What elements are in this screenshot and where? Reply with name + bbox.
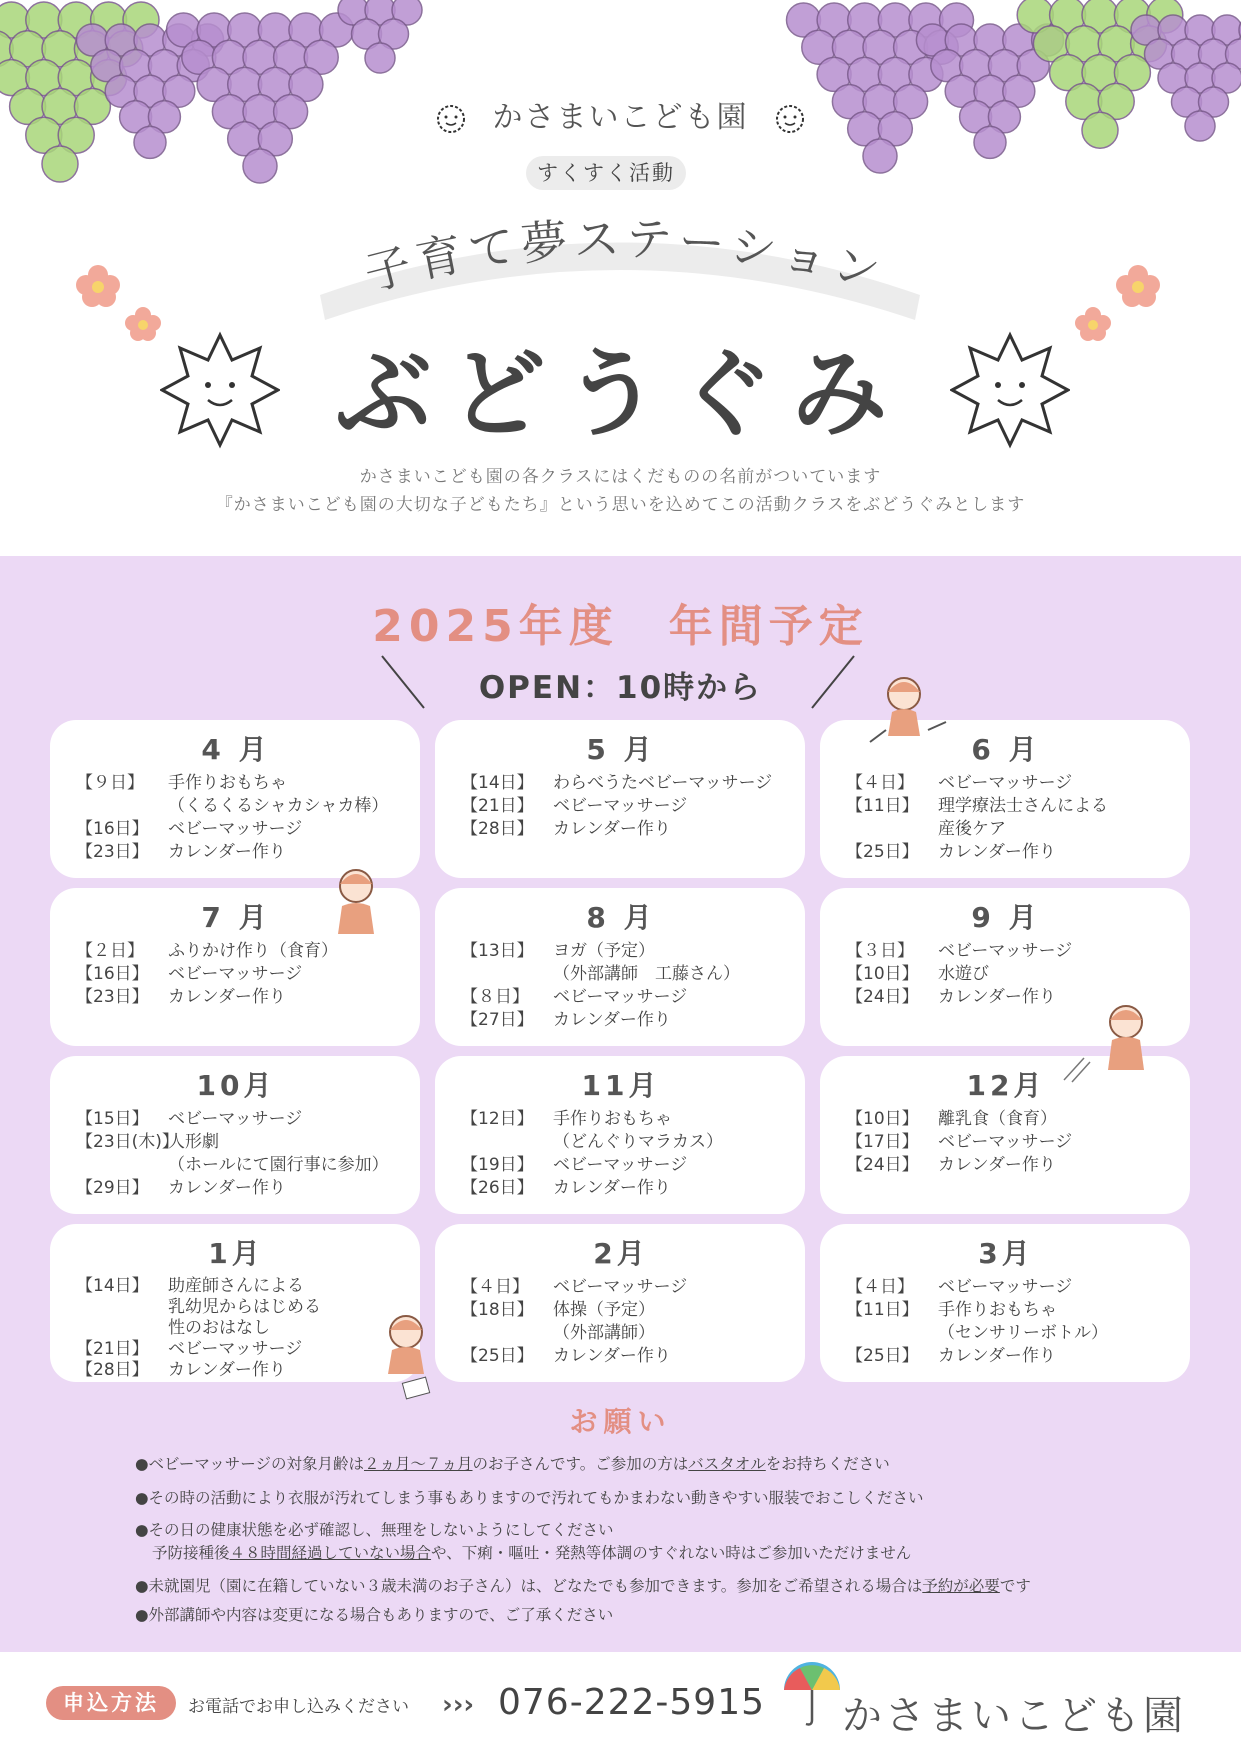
month-title: 5 月 — [586, 733, 656, 766]
request-item-3-detail — [152, 1541, 911, 1563]
schedule-date: 【16日】 — [76, 964, 149, 984]
schedule-activity: カレンダー作り — [553, 819, 671, 839]
schedule-row — [461, 1322, 781, 1345]
schedule-date: 【23日】 — [76, 842, 149, 862]
month-title: 12月 — [966, 1069, 1046, 1102]
schedule-date: 【４日】 — [846, 1277, 914, 1297]
request-text: ●未就園児（園に在籍していない３歳未満のお子さん）は、どなたでも参加できます。参加をご希望される場合は — [135, 1577, 923, 1595]
schedule-date — [846, 1322, 938, 1345]
description-line-1: かさまいこども園の各クラスにはくだものの名前がついています — [359, 467, 882, 487]
schedule-row — [846, 1108, 1166, 1131]
month-title: 11月 — [581, 1069, 661, 1102]
request-text: をお持ちください — [765, 1455, 890, 1473]
month-title: 6 月 — [971, 733, 1041, 766]
schedule-date: 【24日】 — [846, 987, 919, 1007]
request-item-3: ●その日の健康状態を必ず確認し、無理をしないようにしてください — [135, 1521, 614, 1539]
schedule-row — [846, 1131, 1166, 1154]
month-title: 4 月 — [201, 733, 271, 766]
sun-face-icon — [431, 99, 471, 139]
schedule-row — [76, 1297, 396, 1318]
schedule-row — [76, 1154, 396, 1177]
request-text: や、下痢・嘔吐・発熱等体調のすぐれない時はご参加いただけません — [431, 1544, 912, 1562]
month-card — [50, 1056, 420, 1214]
schedule-row — [846, 818, 1166, 841]
schedule-date: 【10日】 — [846, 964, 919, 984]
schedule-date: 【19日】 — [461, 1155, 534, 1175]
schedule-row — [846, 1154, 1166, 1177]
umbrella-logo-icon — [780, 1660, 844, 1730]
schedule-row — [76, 1339, 396, 1360]
schedule-row — [461, 1131, 781, 1154]
schedule-row — [461, 818, 781, 841]
grape-berry — [365, 43, 395, 73]
schedule-row — [76, 772, 396, 795]
month-title: 1月 — [208, 1237, 264, 1270]
phone-number[interactable]: 076-222-5915 — [498, 1682, 766, 1723]
schedule-row — [846, 841, 1166, 864]
grape-berry — [243, 149, 277, 183]
schedule-row — [76, 1318, 396, 1339]
schedule-activity: （くるくるシャカシャカ棒） — [168, 796, 389, 816]
year-schedule-title: 2025年度 年間予定 — [372, 601, 869, 652]
month-title: 8 月 — [586, 901, 656, 934]
schedule-row — [76, 1177, 396, 1200]
schedule-activity: 体操（予定） — [553, 1300, 655, 1320]
schedule-row — [461, 1009, 781, 1032]
schedule-activity: ベビーマッサージ — [168, 1339, 303, 1359]
schedule-date: 【４日】 — [846, 773, 914, 793]
schedule-date: 【４日】 — [461, 1277, 529, 1297]
schedule-date — [846, 818, 938, 841]
schedule-date: 【13日】 — [461, 941, 534, 961]
schedule-date: 【27日】 — [461, 1010, 534, 1030]
schedule-activity: カレンダー作り — [168, 842, 286, 862]
schedule-date: 【16日】 — [76, 819, 149, 839]
schedule-date: 【28日】 — [461, 819, 534, 839]
schedule-activity: ベビーマッサージ — [938, 773, 1073, 793]
schedule-activity: ヨガ（予定） — [553, 941, 655, 961]
schedule-date: 【21日】 — [461, 796, 534, 816]
schedule-date — [76, 1318, 168, 1339]
schedule-activity: カレンダー作り — [168, 987, 286, 1007]
schedule-activity: ベビーマッサージ — [553, 796, 688, 816]
schedule-activity: ベビーマッサージ — [938, 1277, 1073, 1297]
schedule-date: 【12日】 — [461, 1109, 534, 1129]
schedule-row — [76, 818, 396, 841]
month-title: 10月 — [196, 1069, 276, 1102]
schedule-date — [76, 1297, 168, 1318]
schedule-row — [846, 795, 1166, 818]
schedule-row — [461, 963, 781, 986]
schedule-row — [461, 1108, 781, 1131]
schedule-date — [461, 1322, 553, 1345]
schedule-date: 【17日】 — [846, 1132, 919, 1152]
schedule-date: 【23日】 — [76, 987, 149, 1007]
schedule-row — [76, 1131, 396, 1154]
month-card — [820, 1224, 1190, 1382]
schedule-activity: 人形劇 — [168, 1132, 219, 1152]
schedule-row — [461, 1299, 781, 1322]
schedule-activity: 手作りおもちゃ — [938, 1300, 1057, 1320]
schedule-activity: ベビーマッサージ — [938, 941, 1073, 961]
kindergarten-name-header — [0, 92, 1241, 139]
schedule-row — [846, 1345, 1166, 1368]
month-title: 2月 — [593, 1237, 649, 1270]
grape-berry — [42, 146, 78, 182]
schedule-activity: ベビーマッサージ — [553, 1155, 688, 1175]
schedule-activity: カレンダー作り — [168, 1178, 286, 1198]
schedule-row — [461, 1276, 781, 1299]
schedule-row — [846, 1322, 1166, 1345]
schedule-activity: 性のおはなし — [168, 1318, 270, 1338]
schedule-row — [76, 986, 396, 1009]
schedule-row — [461, 1154, 781, 1177]
apply-method-badge: 申込方法 — [46, 1686, 176, 1720]
grape-berry — [863, 139, 897, 173]
schedule-activity: ベビーマッサージ — [553, 987, 688, 1007]
schedule-row — [76, 1276, 396, 1297]
schedule-activity: カレンダー作り — [168, 1360, 286, 1380]
request-text: ●ベビーマッサージの対象月齢は — [135, 1455, 364, 1473]
schedule-row — [76, 1108, 396, 1131]
schedule-activity: ふりかけ作り（食育） — [168, 941, 338, 961]
schedule-activity: カレンダー作り — [553, 1010, 671, 1030]
schedule-activity: 助産師さんによる — [168, 1276, 304, 1296]
schedule-activity: カレンダー作り — [553, 1346, 671, 1366]
schedule-activity: カレンダー作り — [553, 1178, 671, 1198]
month-card — [435, 888, 805, 1046]
arrows-icon: ››› — [442, 1690, 475, 1720]
request-emphasis: 予約が必要 — [922, 1577, 1000, 1595]
schedule-date — [461, 963, 553, 986]
schedule-date: 【10日】 — [846, 1109, 919, 1129]
schedule-row — [461, 940, 781, 963]
schedule-date: 【９日】 — [76, 773, 144, 793]
request-emphasis: ２ヵ月～７ヵ月 — [363, 1455, 473, 1473]
schedule-activity: ベビーマッサージ — [168, 964, 303, 984]
schedule-row — [461, 772, 781, 795]
activity-tag: すくすく活動 — [526, 156, 686, 190]
schedule-row — [846, 963, 1166, 986]
schedule-row — [461, 1177, 781, 1200]
schedule-activity: 産後ケア — [938, 819, 1006, 839]
schedule-date: 【25日】 — [846, 842, 919, 862]
month-title: 7 月 — [201, 901, 271, 934]
schedule-date: 【３日】 — [846, 941, 914, 961]
schedule-activity: （外部講師） — [553, 1323, 655, 1343]
schedule-date: 【23日(木)】 — [76, 1132, 179, 1152]
schedule-activity: （どんぐりマラカス） — [553, 1132, 723, 1152]
schedule-row — [76, 795, 396, 818]
schedule-date: 【24日】 — [846, 1155, 919, 1175]
main-title: ぶどうぐみ — [335, 338, 906, 450]
schedule-date: 【２日】 — [76, 941, 144, 961]
request-text: 予防接種後 — [152, 1544, 230, 1562]
schedule-activity: カレンダー作り — [938, 842, 1056, 862]
schedule-row — [76, 1360, 396, 1381]
open-time: OPEN：10時から — [478, 670, 763, 706]
schedule-activity: （ホールにて園行事に参加） — [168, 1155, 389, 1175]
schedule-date — [461, 1131, 553, 1154]
schedule-date: 【14日】 — [76, 1276, 149, 1296]
schedule-activity: （外部講師 工藤さん） — [553, 964, 740, 984]
description-line-2: 『かさまいこども園の大切な子どもたち』という思いを込めてこの活動クラスをぶどうぐみとします — [215, 495, 1026, 515]
schedule-date: 【14日】 — [461, 773, 534, 793]
month-card — [435, 1056, 805, 1214]
schedule-activity: ベビーマッサージ — [168, 819, 303, 839]
request-item-2: ●その時の活動により衣服が汚れてしまう事もありますので汚れてもかまわない動きやすい服装でおこしください — [135, 1489, 924, 1507]
month-title: 9 月 — [971, 901, 1041, 934]
schedule-date: 【28日】 — [76, 1360, 149, 1380]
schedule-row — [846, 772, 1166, 795]
schedule-date: 【25日】 — [846, 1346, 919, 1366]
schedule-activity: カレンダー作り — [938, 987, 1056, 1007]
schedule-row — [461, 1345, 781, 1368]
schedule-row — [846, 1276, 1166, 1299]
month-card — [50, 720, 420, 878]
schedule-activity: 手作りおもちゃ — [553, 1109, 672, 1129]
request-item-4 — [135, 1574, 1031, 1596]
child-illustration — [866, 672, 956, 752]
schedule-row — [846, 1299, 1166, 1322]
schedule-activity: 離乳食（食育） — [938, 1109, 1057, 1129]
schedule-activity: ベビーマッサージ — [168, 1109, 303, 1129]
schedule-activity: カレンダー作り — [938, 1155, 1056, 1175]
schedule-activity: ベビーマッサージ — [553, 1277, 688, 1297]
month-card — [435, 1224, 805, 1382]
request-emphasis: バスタオル — [688, 1455, 766, 1473]
schedule-activity: 理学療法士さんによる — [938, 796, 1108, 816]
schedule-row — [461, 986, 781, 1009]
schedule-activity: 乳幼児からはじめる — [168, 1297, 321, 1317]
child-illustration — [360, 1310, 450, 1400]
child-illustration — [326, 864, 386, 944]
schedule-date: 【15日】 — [76, 1109, 149, 1129]
request-text: のお子さんです。ご参加の方は — [472, 1455, 689, 1473]
schedule-date — [76, 795, 168, 818]
schedule-activity: ベビーマッサージ — [938, 1132, 1073, 1152]
schedule-activity: わらべうたベビーマッサージ — [553, 773, 773, 793]
schedule-date: 【25日】 — [461, 1346, 534, 1366]
sun-face-icon — [770, 99, 810, 139]
schedule-date: 【11日】 — [846, 796, 919, 816]
schedule-activity: カレンダー作り — [938, 1346, 1056, 1366]
schedule-date: 【18日】 — [461, 1300, 534, 1320]
schedule-date: 【11日】 — [846, 1300, 919, 1320]
child-illustration — [1054, 1000, 1164, 1090]
requests-title: お願い — [569, 1405, 672, 1438]
footer-kindergarten-name: かさまいこども園 — [842, 1693, 1186, 1739]
station-title-text: 子育て夢ステーション — [358, 211, 891, 302]
schedule-activity: 手作りおもちゃ — [168, 773, 287, 793]
month-title: 3月 — [978, 1237, 1034, 1270]
schedule-row — [76, 841, 396, 864]
kindergarten-name: かさまいこども園 — [492, 100, 749, 135]
apply-instruction: お電話でお申し込みください — [188, 1697, 409, 1717]
schedule-activity: （センサリーボトル） — [938, 1323, 1108, 1343]
schedule-date: 【21日】 — [76, 1339, 149, 1359]
schedule-activity: 水遊び — [938, 964, 989, 984]
schedule-row — [76, 963, 396, 986]
request-item-1 — [135, 1452, 890, 1474]
schedule-row — [846, 940, 1166, 963]
schedule-row — [461, 795, 781, 818]
request-text: です — [999, 1577, 1031, 1595]
schedule-date: 【８日】 — [461, 987, 529, 1007]
month-card — [435, 720, 805, 878]
schedule-date: 【29日】 — [76, 1178, 149, 1198]
schedule-date — [76, 1154, 168, 1177]
schedule-date: 【26日】 — [461, 1178, 534, 1198]
request-item-5: ●外部講師や内容は変更になる場合もありますので、ご了承ください — [135, 1606, 614, 1624]
request-emphasis: ４８時間経過していない場合 — [229, 1544, 432, 1562]
